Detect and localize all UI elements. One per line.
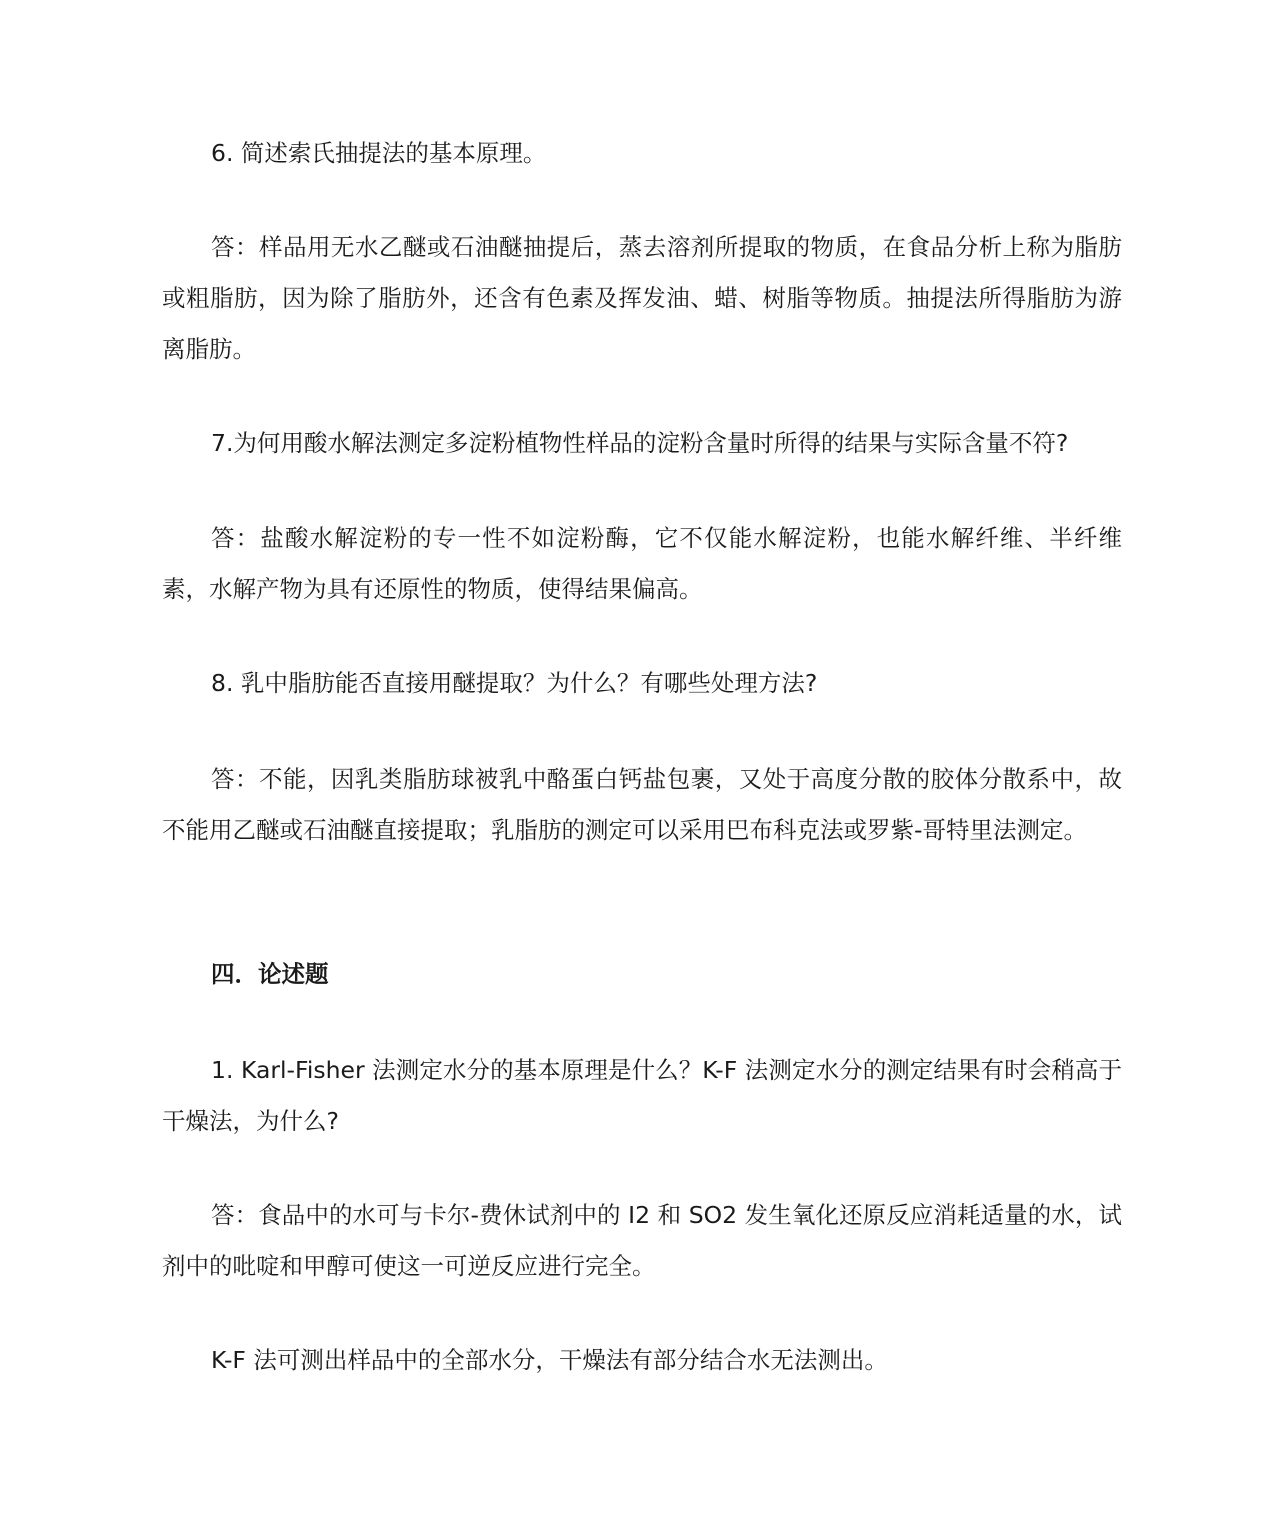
essay-question-1: 1. Karl-Fisher 法测定水分的基本原理是什么？K-F 法测定水分的测定结果有时会稍高于干燥法，为什么? <box>162 1056 1122 1135</box>
answer-7: 答：盐酸水解淀粉的专一性不如淀粉酶，它不仅能水解淀粉，也能水解纤维、半纤维素，水解产物为具有还原性的物质，使得结果偏高。 <box>162 524 1122 603</box>
answer-6: 答：样品用无水乙醚或石油醚抽提后，蒸去溶剂所提取的物质，在食品分析上称为脂肪或粗脂肪，因为除了脂肪外，还含有色素及挥发油、蜡、树脂等物质。抽提法所得脂肪为游离脂肪。 <box>162 233 1122 363</box>
answer-8: 答：不能，因乳类脂肪球被乳中酪蛋白钙盐包裹，又处于高度分散的胶体分散系中，故不能用乙醚或石油醚直接提取；乳脂肪的测定可以采用巴布科克法或罗紫-哥特里法测定。 <box>162 765 1122 844</box>
essay-answer-1: 答：食品中的水可与卡尔-费休试剂中的 I2 和 SO2 发生氧化还原反应消耗适量的水，试剂中的吡啶和甲醇可使这一可逆反应进行完全。 <box>162 1201 1122 1280</box>
question-8: 8. 乳中脂肪能否直接用醚提取？为什么？有哪些处理方法? <box>211 669 818 697</box>
section-heading-essay: 四．论述题 <box>211 960 329 988</box>
question-6: 6. 简述索氏抽提法的基本原理。 <box>211 139 547 167</box>
question-7: 7.为何用酸水解法测定多淀粉植物性样品的淀粉含量时所得的结果与实际含量不符? <box>211 429 1069 457</box>
essay-answer-1-continued: K-F 法可测出样品中的全部水分，干燥法有部分结合水无法测出。 <box>211 1346 888 1374</box>
